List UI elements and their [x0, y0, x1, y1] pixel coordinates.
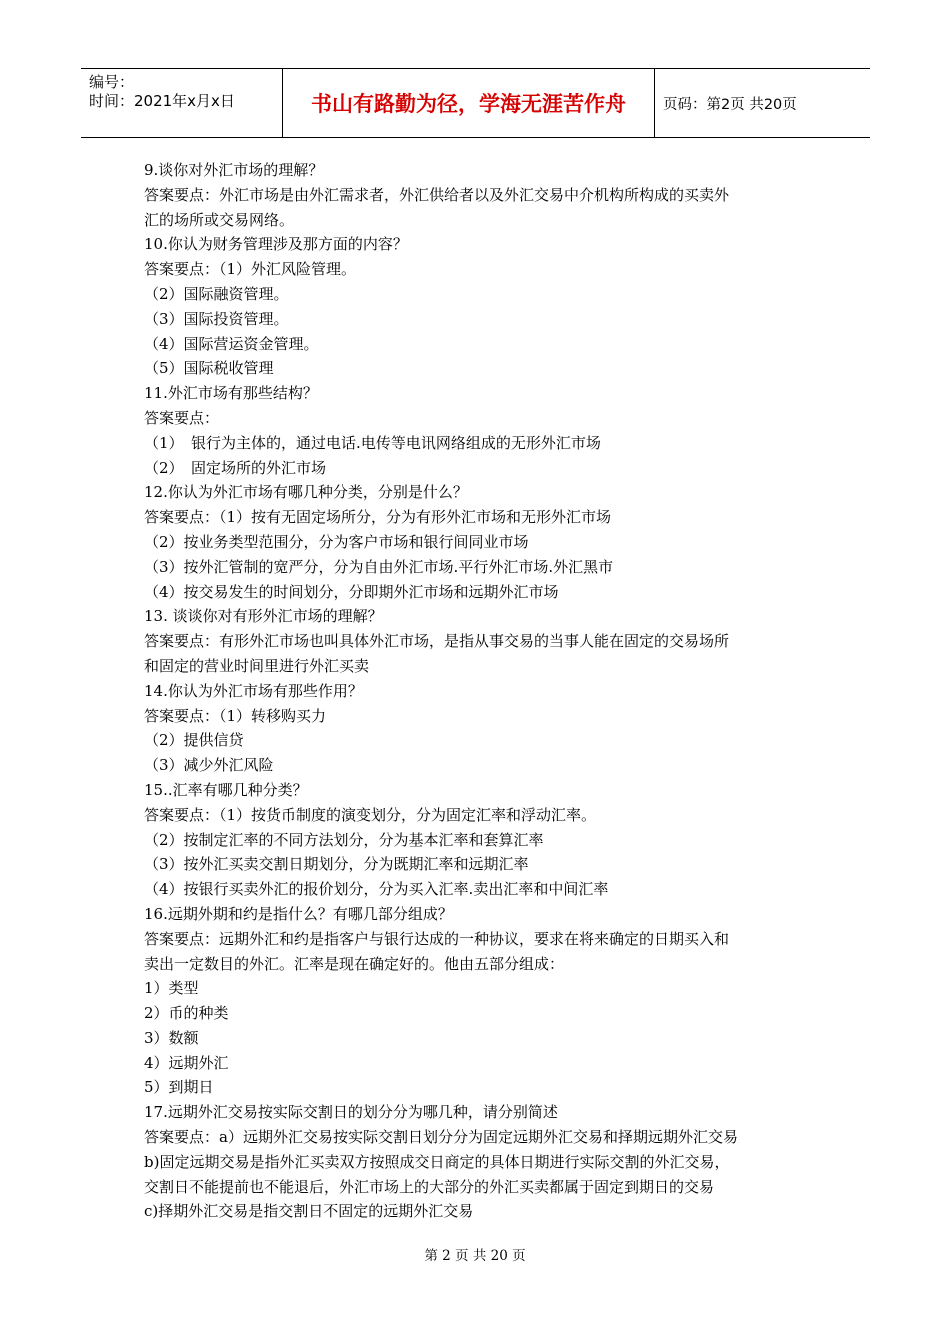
text-line: 答案要点：（1）转移购买力 [144, 706, 327, 725]
text-line: 答案要点：（1）按有无固定场所分，分为有形外汇市场和无形外汇市场 [144, 508, 612, 527]
text-line: 11.外汇市场有那些结构？ [144, 384, 318, 403]
text-line: （4）国际营运资金管理。 [144, 334, 319, 353]
text-line: 17.远期外汇交易按实际交割日的划分分为哪几种，请分别简述 [144, 1103, 558, 1122]
text-line: 汇的场所或交易网络。 [144, 210, 295, 229]
text-line: （3）国际投资管理。 [144, 309, 289, 328]
text-line: 10.你认为财务管理涉及那方面的内容？ [144, 235, 408, 254]
text-line: （2）提供信贷 [144, 731, 244, 750]
text-line: 答案要点：远期外汇和约是指客户与银行达成的一种协议，要求在将来确定的日期买入和 [144, 929, 730, 948]
text-line: b)固定远期交易是指外汇买卖双方按照成交日商定的具体日期进行实际交割的外汇交易， [144, 1152, 730, 1171]
header-page-info: 页码：第2页 共20页 [663, 96, 797, 113]
text-line: 3）数额 [144, 1028, 199, 1047]
text-line: 12.你认为外汇市场有哪几种分类，分别是什么？ [144, 483, 468, 502]
text-line: 交割日不能提前也不能退后，外汇市场上的大部分的外汇买卖都属于固定到期日的交易 [144, 1177, 715, 1196]
text-line: （1） 银行为主体的，通过电话.电传等电讯网络组成的无形外汇市场 [144, 433, 601, 452]
document-body [144, 158, 814, 1224]
text-line: 卖出一定数目的外汇。汇率是现在确定好的。他由五部分组成： [144, 954, 565, 973]
text-line: 答案要点：有形外汇市场也叫具体外汇市场，是指从事交易的当事人能在固定的交易场所 [144, 632, 730, 651]
header-meta [81, 69, 283, 137]
header-motto: 书山有路勤为径，学海无涯苦作舟 [283, 69, 655, 137]
text-line: （5）国际税收管理 [144, 359, 274, 378]
text-line: 答案要点： [144, 408, 220, 427]
text-line: 9.谈你对外汇市场的理解？ [144, 161, 324, 179]
text-line: 答案要点：外汇市场是由外汇需求者，外汇供给者以及外汇交易中介机构所构成的买卖外 [144, 185, 730, 204]
document-code-label: 编号： [89, 73, 135, 91]
text-line: 答案要点：a）远期外汇交易按实际交割日划分分为固定远期外汇交易和择期远期外汇交易 [144, 1128, 738, 1147]
text-line: 13. 谈谈你对有形外汇市场的理解？ [144, 607, 383, 626]
page-footer: 第 2 页 共 20 页 [424, 1248, 526, 1264]
text-line: （4）按银行买卖外汇的报价划分，分为买入汇率.卖出汇率和中间汇率 [144, 880, 609, 899]
page-header [81, 68, 870, 138]
text-line: （2） 固定场所的外汇市场 [144, 458, 327, 477]
text-line: 14.你认为外汇市场有那些作用？ [144, 681, 363, 700]
text-line: 15..汇率有哪几种分类？ [144, 780, 308, 799]
text-line: 答案要点：（1）外汇风险管理。 [144, 260, 357, 279]
text-line: （3）按外汇买卖交割日期划分，分为既期汇率和远期汇率 [144, 855, 529, 874]
text-line: 16.远期外期和约是指什么？有哪几部分组成？ [144, 904, 453, 923]
text-line: 答案要点：（1）按货币制度的演变划分，分为固定汇率和浮动汇率。 [144, 805, 597, 824]
text-line: c)择期外汇交易是指交割日不固定的远期外汇交易 [144, 1202, 474, 1221]
text-line: （2）国际融资管理。 [144, 284, 289, 303]
text-line: （2）按业务类型范围分，分为客户市场和银行间同业市场 [144, 532, 529, 551]
text-line: （3）按外汇管制的宽严分，分为自由外汇市场.平行外汇市场.外汇黑市 [144, 557, 614, 576]
document-time-label: 时间：2021年x月x日 [89, 92, 235, 110]
text-line: （3）减少外汇风险 [144, 756, 274, 775]
text-line: 2）币的种类 [144, 1004, 229, 1023]
text-line: （4）按交易发生的时间划分，分即期外汇市场和远期外汇市场 [144, 582, 559, 601]
text-line: 和固定的营业时间里进行外汇买卖 [144, 656, 370, 675]
text-line: 5）到期日 [144, 1078, 214, 1097]
text-line: （2）按制定汇率的不同方法划分，分为基本汇率和套算汇率 [144, 830, 544, 849]
text-line: 4）远期外汇 [144, 1053, 229, 1072]
text-line: 1）类型 [144, 979, 199, 998]
